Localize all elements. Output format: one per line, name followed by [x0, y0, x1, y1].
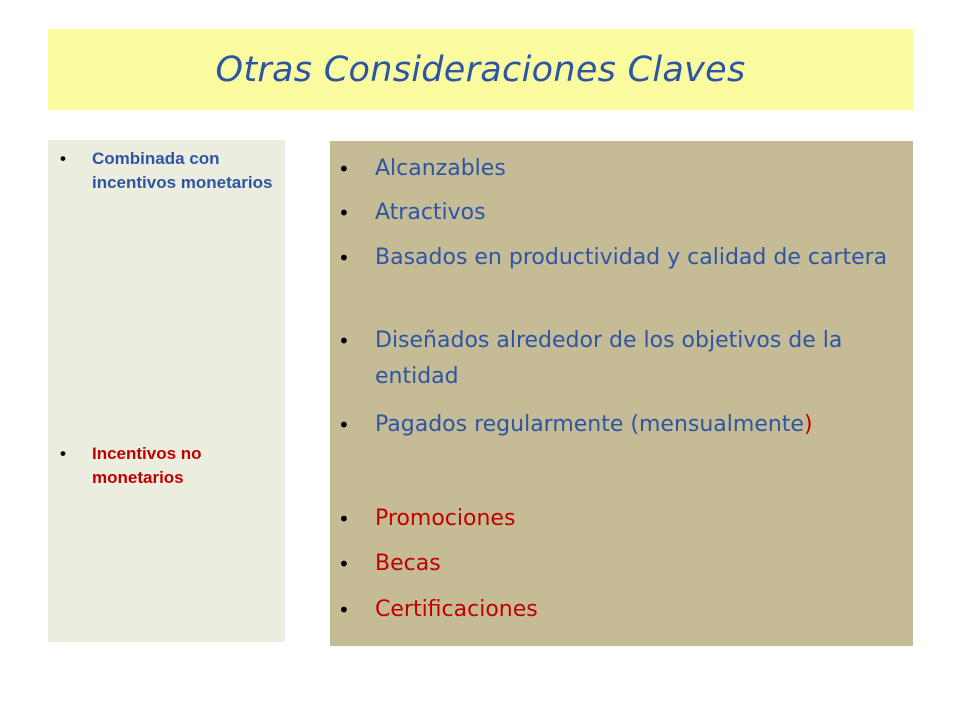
left-panel: [48, 140, 285, 642]
right-bullet-item: [338, 195, 898, 231]
bullet-icon: •: [338, 507, 350, 531]
bullet-icon: •: [338, 329, 350, 353]
slide-title: Otras Consideraciones Claves: [215, 49, 746, 90]
right-bullet-text: Becas: [375, 551, 441, 576]
right-bullet-text: Basados en productividad y calidad de cartera: [375, 245, 888, 270]
right-bullet-text: Diseñados alrededor de los objetivos de la entidad: [375, 328, 843, 389]
left-bullet-item: [58, 147, 280, 195]
title-bar: [48, 29, 913, 110]
bullet-icon: •: [338, 157, 350, 181]
bullet-icon: •: [338, 598, 350, 622]
right-bullet-item: [338, 546, 898, 582]
left-bullet-item: [58, 442, 280, 490]
right-bullet-text-wrap: [375, 407, 813, 443]
right-bullet-text: Alcanzables: [375, 156, 506, 181]
left-bullet-text: Combinada con incentivos monetarios: [92, 149, 273, 192]
bullet-icon: •: [338, 201, 350, 225]
right-bullet-item: [338, 407, 898, 443]
right-bullet-item: [338, 592, 898, 628]
right-bullet-text: Pagados regularmente (mensualmente: [375, 412, 804, 437]
right-bullet-item: [338, 501, 898, 537]
left-bullet-text: Incentivos no monetarios: [92, 444, 202, 487]
right-bullet-item: [338, 151, 898, 187]
right-bullet-text: Atractivos: [375, 200, 486, 225]
right-panel: [330, 141, 913, 646]
bullet-icon: •: [338, 413, 350, 437]
bullet-icon: •: [338, 246, 350, 270]
right-bullet-text: Promociones: [375, 506, 516, 531]
right-bullet-item: [338, 323, 898, 395]
bullet-icon: •: [338, 552, 350, 576]
bullet-icon: •: [60, 444, 66, 463]
bullet-icon: •: [60, 149, 66, 168]
right-bullet-text: Certificaciones: [375, 597, 538, 622]
right-bullet-item: [338, 240, 898, 276]
closing-paren: ): [803, 412, 813, 437]
